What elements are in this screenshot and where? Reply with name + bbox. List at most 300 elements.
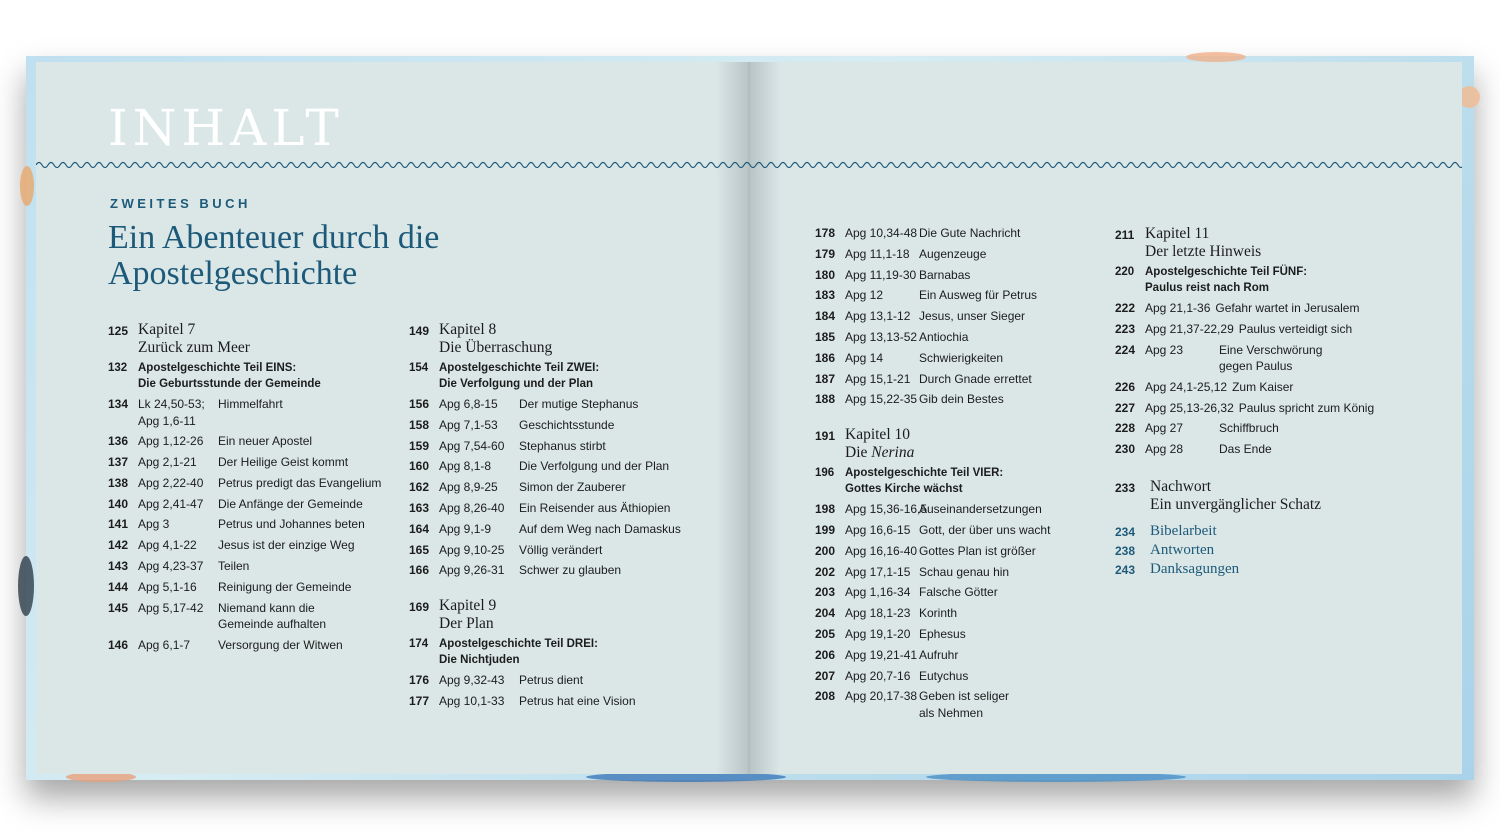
toc-entry[interactable] xyxy=(409,438,699,455)
toc-entry[interactable] xyxy=(108,454,398,471)
entry-title xyxy=(919,543,1105,560)
title-line: Das Ende xyxy=(1219,442,1272,457)
page-number: 163 xyxy=(409,500,430,515)
page-number: 200 xyxy=(815,543,836,558)
part-heading[interactable] xyxy=(409,360,699,392)
bible-reference xyxy=(845,522,929,539)
page-number: 178 xyxy=(815,226,836,240)
entry-title xyxy=(1239,322,1352,336)
title-line: Ein Reisender aus Äthiopien xyxy=(519,500,671,515)
title-line: Augenzeuge xyxy=(919,246,987,261)
reference-line: Apg 8,1-8 xyxy=(439,459,492,474)
bible-reference xyxy=(439,438,517,455)
reference-line: Apg 11,19-30 xyxy=(845,267,917,282)
bible-reference xyxy=(439,500,517,517)
title-line: Korinth xyxy=(919,606,958,621)
toc-entry[interactable] xyxy=(409,396,699,413)
toc-entry[interactable] xyxy=(409,542,699,559)
title-line: Falsche Götter xyxy=(919,585,998,600)
toc-entry[interactable] xyxy=(1115,420,1415,437)
page-number: 145 xyxy=(108,600,129,615)
toc-entry[interactable] xyxy=(815,543,1105,560)
reference-line: Apg 10,1-33 xyxy=(439,693,505,708)
chapter-name-italic: Nerina xyxy=(871,443,915,461)
page-number: 164 xyxy=(409,521,430,536)
toc-entry[interactable] xyxy=(108,579,398,596)
decorative-blob xyxy=(18,556,34,616)
chapter-name-prefix: Die xyxy=(845,443,872,461)
title-line: Die Anfänge der Gemeinde xyxy=(218,496,363,511)
part-label: Apostelgeschichte Teil EINS: xyxy=(138,362,297,374)
reference-line: Apg 16,6-15 xyxy=(845,522,911,537)
entry-title xyxy=(218,496,398,513)
page-number: 191 xyxy=(815,429,836,444)
title-line: Durch Gnade errettet xyxy=(919,371,1032,386)
title-line: Eine Verschwörung xyxy=(1219,342,1323,357)
bible-reference xyxy=(439,479,517,496)
bible-reference xyxy=(845,543,929,560)
decorative-blob xyxy=(20,166,34,206)
bible-reference xyxy=(845,329,929,346)
toc-entry[interactable] xyxy=(108,537,398,554)
title-line: Teilen xyxy=(218,559,250,574)
bible-reference xyxy=(845,584,929,601)
afterword-subtitle: Ein unvergänglicher Schatz xyxy=(1150,495,1322,513)
appendix-label: Bibelarbeit xyxy=(1150,523,1217,540)
toc-entry[interactable] xyxy=(1115,342,1415,375)
title-line: Geschichtsstunde xyxy=(519,417,615,432)
title-line: Schwer zu glauben xyxy=(519,563,622,578)
bible-reference xyxy=(138,396,216,429)
toc-entry[interactable] xyxy=(815,564,1105,581)
reference-line: Apg 13,1-12 xyxy=(845,309,911,324)
page-number: 183 xyxy=(815,288,836,303)
reference-line: Apg 2,1-21 xyxy=(138,455,197,470)
reference-line: Apg 6,8-15 xyxy=(439,397,498,411)
toc-entry[interactable] xyxy=(409,693,699,710)
chapter-label: Kapitel 8 xyxy=(439,321,497,338)
bible-reference xyxy=(1145,401,1234,415)
reference-line: Apg 1,16-34 xyxy=(845,585,911,600)
entry-title xyxy=(519,542,699,559)
title-line: Ein Ausweg für Petrus xyxy=(919,288,1038,303)
part-label: Apostelgeschichte Teil DREI: xyxy=(439,638,598,651)
title-line: Barnabas xyxy=(919,267,971,282)
entry-title xyxy=(218,475,398,492)
title-line: Petrus hat eine Vision xyxy=(519,693,636,708)
toc-entry[interactable] xyxy=(1115,400,1415,417)
toc-entry[interactable] xyxy=(815,605,1105,622)
bible-reference xyxy=(1145,322,1234,336)
bible-reference xyxy=(845,267,929,284)
title-line: Antiochia xyxy=(919,329,969,344)
title-line: Petrus dient xyxy=(519,673,584,688)
page-number: 144 xyxy=(108,579,129,594)
title-line: Ephesus xyxy=(919,626,966,641)
bible-reference xyxy=(439,521,517,538)
page-number: 185 xyxy=(815,329,836,344)
toc-entry[interactable] xyxy=(108,558,398,575)
title-line: Petrus und Johannes beten xyxy=(218,517,365,532)
title-line: Schiffbruch xyxy=(1219,421,1279,436)
entry-title xyxy=(218,433,398,450)
reference-line: Apg 1,6-11 xyxy=(138,413,196,428)
entry-title xyxy=(218,396,398,429)
entry-title xyxy=(519,672,699,689)
title-line: Zum Kaiser xyxy=(1232,379,1294,394)
title-line: Stephanus stirbt xyxy=(519,438,606,453)
title-line: Schwierigkeiten xyxy=(919,350,1004,365)
part-subtitle: Die Nichtjuden xyxy=(439,654,520,667)
page-number: 177 xyxy=(409,693,430,708)
title-line: Himmelfahrt xyxy=(218,397,283,411)
title-line: Völlig verändert xyxy=(519,542,603,557)
page-number: 220 xyxy=(1115,266,1135,278)
title-line: als Nehmen xyxy=(919,705,984,720)
part-subtitle: Die Verfolgung und der Plan xyxy=(439,378,593,390)
toc-entry[interactable] xyxy=(815,584,1105,601)
bible-reference xyxy=(138,579,216,596)
toc-entry[interactable] xyxy=(815,308,1105,325)
toc-entry[interactable] xyxy=(409,417,699,434)
reference-line: Apg 17,1-15 xyxy=(845,564,911,579)
part-heading[interactable] xyxy=(108,360,398,392)
entry-title xyxy=(919,668,1105,685)
entry-title xyxy=(519,693,699,710)
toc-entry[interactable] xyxy=(409,521,699,538)
title-line: Versorgung der Witwen xyxy=(218,637,343,652)
bible-reference xyxy=(1145,301,1210,315)
toc-entry[interactable] xyxy=(108,433,398,450)
part-heading[interactable] xyxy=(409,636,699,668)
reference-line: Apg 6,1-7 xyxy=(138,637,191,652)
entry-title xyxy=(919,626,1105,643)
toc-entry[interactable] xyxy=(815,626,1105,643)
page-title: INHALT xyxy=(108,99,344,157)
toc-entry[interactable] xyxy=(409,479,699,496)
bible-reference xyxy=(845,225,929,242)
toc-entry[interactable] xyxy=(815,391,1105,408)
page-number: 166 xyxy=(409,563,430,578)
page-number: 134 xyxy=(108,397,129,411)
bible-reference xyxy=(845,246,929,263)
title-line: Simon der Zauberer xyxy=(519,480,626,495)
reference-line: Apg 18,1-23 xyxy=(845,606,911,621)
page-number: 136 xyxy=(108,434,129,449)
bible-reference xyxy=(1145,441,1183,458)
entry-title xyxy=(218,637,398,654)
page-number: 158 xyxy=(409,417,430,432)
bible-reference xyxy=(138,475,216,492)
entry-title xyxy=(519,500,699,517)
chapter-heading[interactable] xyxy=(815,426,1105,461)
reference-line: Apg 24,1-25,12 xyxy=(1145,379,1228,394)
bible-reference xyxy=(138,637,216,654)
toc-entry[interactable] xyxy=(815,287,1105,304)
appendix-link[interactable] xyxy=(1115,523,1415,539)
reference-line: Apg 28 xyxy=(1145,442,1184,457)
chapter-name xyxy=(845,444,1105,462)
book-kicker: ZWEITES BUCH xyxy=(110,196,251,211)
title-line: Jesus, unser Sieger xyxy=(919,309,1026,324)
toc-entry[interactable] xyxy=(409,562,699,579)
page-number: 234 xyxy=(1115,525,1136,540)
title-line: Jesus ist der einzige Weg xyxy=(218,538,355,553)
reference-line: Apg 15,22-35 xyxy=(845,392,918,407)
reference-line: Apg 20,7-16 xyxy=(845,668,911,683)
entry-title xyxy=(218,537,398,554)
title-line: Petrus predigt das Evangelium xyxy=(218,475,382,490)
appendix-link[interactable] xyxy=(1115,542,1415,558)
reference-line: Apg 9,26-31 xyxy=(439,563,505,578)
entry-title xyxy=(919,501,1105,518)
toc-entry[interactable] xyxy=(815,329,1105,346)
page-number: 224 xyxy=(1115,342,1136,357)
afterword-heading[interactable] xyxy=(1115,478,1415,513)
toc-column-3 xyxy=(815,225,1105,726)
appendix-label: Danksagungen xyxy=(1150,561,1240,578)
toc-entry[interactable] xyxy=(108,496,398,513)
page-number: 187 xyxy=(815,371,836,386)
book-title xyxy=(108,220,568,292)
page-number: 160 xyxy=(409,459,430,474)
toc-column-4 xyxy=(1115,225,1415,580)
page-number: 223 xyxy=(1115,321,1136,336)
toc-entry[interactable] xyxy=(815,350,1105,367)
part-label: Apostelgeschichte Teil VIER: xyxy=(845,467,1004,480)
reference-line: Apg 10,34-48 xyxy=(845,226,918,240)
page-number: 138 xyxy=(108,475,129,490)
bible-reference xyxy=(439,396,517,413)
bible-reference xyxy=(138,516,216,533)
toc-entry[interactable] xyxy=(409,500,699,517)
reference-line: Apg 13,13-52 xyxy=(845,329,918,344)
bible-reference xyxy=(439,562,517,579)
reference-line: Apg 4,23-37 xyxy=(138,559,204,574)
title-line: Niemand kann die xyxy=(218,600,315,615)
toc-entry[interactable] xyxy=(409,672,699,689)
toc-entry[interactable] xyxy=(108,637,398,654)
reference-line: Apg 19,21-41 xyxy=(845,647,918,662)
reference-line: Apg 19,1-20 xyxy=(845,626,911,641)
part-heading[interactable] xyxy=(1115,264,1415,296)
toc-entry[interactable] xyxy=(815,647,1105,664)
chapter-name: Der letzte Hinweis xyxy=(1145,242,1262,260)
title-line: Die Gute Nachricht xyxy=(919,226,1021,240)
bible-reference xyxy=(845,647,929,664)
reference-line: Apg 8,9-25 xyxy=(439,480,498,495)
title-line: Aufruhr xyxy=(919,647,959,662)
appendix-label: Antworten xyxy=(1150,542,1215,559)
page-number: 149 xyxy=(409,324,430,338)
bible-reference xyxy=(845,350,929,367)
reference-line: Apg 21,1-36 xyxy=(1145,301,1211,315)
reference-line: Apg 2,41-47 xyxy=(138,496,204,511)
toc-entry[interactable] xyxy=(815,501,1105,518)
reference-line: Apg 2,22-40 xyxy=(138,475,204,490)
entry-title xyxy=(218,600,398,633)
part-heading[interactable] xyxy=(815,465,1105,497)
title-line: Gemeinde aufhalten xyxy=(218,617,327,632)
bible-reference xyxy=(845,605,929,622)
page-number: 169 xyxy=(409,600,430,615)
page-number: 143 xyxy=(108,559,129,574)
decorative-blob xyxy=(1186,52,1246,62)
chapter-name: Zurück zum Meer xyxy=(138,338,250,356)
page-number: 204 xyxy=(815,606,836,621)
title-line: Die Verfolgung und der Plan xyxy=(519,459,670,474)
entry-title xyxy=(919,688,1105,721)
page-number: 222 xyxy=(1115,301,1136,315)
title-line: Gottes Plan ist größer xyxy=(919,543,1036,558)
bible-reference xyxy=(439,672,517,689)
toc-entry[interactable] xyxy=(108,516,398,533)
page-number: 186 xyxy=(815,350,836,365)
toc-entry[interactable] xyxy=(409,458,699,475)
entry-title xyxy=(919,522,1105,539)
part-subtitle: Paulus reist nach Rom xyxy=(1145,282,1269,294)
reference-line: Apg 15,36-16,5 xyxy=(845,502,928,517)
page-number: 203 xyxy=(815,585,836,600)
entry-title xyxy=(1215,301,1359,315)
chapter-label: Kapitel 11 xyxy=(1145,225,1210,242)
page-number: 159 xyxy=(409,438,430,453)
toc-entry[interactable] xyxy=(815,668,1105,685)
toc-entry[interactable] xyxy=(1115,379,1415,396)
toc-entry[interactable] xyxy=(1115,300,1415,317)
appendix-link[interactable] xyxy=(1115,561,1415,577)
title-line: Auseinandersetzungen xyxy=(919,502,1042,517)
bible-reference xyxy=(845,626,929,643)
reference-line: Apg 15,1-21 xyxy=(845,371,911,386)
reference-line: Apg 14 xyxy=(845,350,884,365)
toc-entry[interactable] xyxy=(815,371,1105,388)
reference-line: Apg 12 xyxy=(845,288,884,303)
page-number: 243 xyxy=(1115,563,1136,578)
title-line: Reinigung der Gemeinde xyxy=(218,579,352,594)
reference-line: Apg 7,1-53 xyxy=(439,417,498,432)
bible-reference xyxy=(845,501,929,518)
toc-entry[interactable] xyxy=(815,688,1105,721)
entry-title xyxy=(919,647,1105,664)
chapter-label: Kapitel 9 xyxy=(439,597,497,615)
reference-line: Apg 27 xyxy=(1145,421,1184,436)
chapter-name: Die Überraschung xyxy=(439,338,553,356)
book-title-line1: Ein Abenteuer durch die xyxy=(108,219,440,256)
bible-reference xyxy=(439,693,517,710)
part-subtitle: Gottes Kirche wächst xyxy=(845,483,963,496)
toc-entry[interactable] xyxy=(108,396,398,429)
title-line: Schau genau hin xyxy=(919,564,1010,579)
toc-entry[interactable] xyxy=(108,600,398,633)
page-number: 154 xyxy=(409,362,429,374)
toc-entry[interactable] xyxy=(1115,441,1415,458)
page-number: 162 xyxy=(409,480,430,495)
page-number: 206 xyxy=(815,647,836,662)
page-number: 202 xyxy=(815,564,836,579)
entry-title xyxy=(919,584,1105,601)
title-line: Auf dem Weg nach Damaskus xyxy=(519,521,681,536)
reference-line: Apg 9,10-25 xyxy=(439,542,505,557)
page-number: 179 xyxy=(815,246,836,261)
page-number: 211 xyxy=(1115,228,1135,242)
page-number: 228 xyxy=(1115,421,1136,436)
entry-title xyxy=(919,225,1105,242)
bible-reference xyxy=(1145,420,1183,437)
entry-title xyxy=(218,516,398,533)
toc-entry[interactable] xyxy=(1115,321,1415,338)
bible-reference xyxy=(439,417,517,434)
toc-entry[interactable] xyxy=(815,225,1105,242)
reference-line: Apg 1,12-26 xyxy=(138,434,204,449)
toc-entry[interactable] xyxy=(108,475,398,492)
chapter-heading[interactable] xyxy=(409,321,699,356)
title-line: gegen Paulus xyxy=(1219,359,1293,374)
bible-reference xyxy=(1145,342,1183,359)
page-number: 226 xyxy=(1115,379,1136,394)
entry-title xyxy=(218,558,398,575)
bible-reference xyxy=(845,287,929,304)
page-number: 238 xyxy=(1115,544,1136,559)
bible-reference xyxy=(845,564,929,581)
entry-title xyxy=(1219,420,1415,437)
part-label: Apostelgeschichte Teil FÜNF: xyxy=(1145,266,1308,278)
page-number: 230 xyxy=(1115,442,1136,457)
page-number: 142 xyxy=(108,538,129,553)
title-line: Gib dein Bestes xyxy=(919,392,1004,407)
chapter-heading[interactable] xyxy=(409,597,699,632)
reference-line: Apg 7,54-60 xyxy=(439,438,505,453)
wave-divider xyxy=(36,158,1462,172)
page-number: 227 xyxy=(1115,400,1136,415)
title-line: Der Heilige Geist kommt xyxy=(218,455,349,470)
chapter-heading[interactable] xyxy=(108,321,398,356)
page-number: 125 xyxy=(108,324,129,338)
page-number: 188 xyxy=(815,392,836,407)
bible-reference xyxy=(439,458,517,475)
chapter-name: Der Plan xyxy=(439,614,494,632)
title-line: Der mutige Stephanus xyxy=(519,397,639,411)
entry-title xyxy=(519,417,699,434)
entry-title xyxy=(1239,401,1374,415)
part-subtitle: Die Geburtsstunde der Gemeinde xyxy=(138,378,321,390)
chapter-heading[interactable] xyxy=(1115,225,1415,260)
entry-title xyxy=(519,458,699,475)
entry-title xyxy=(519,396,699,413)
reference-line: Apg 21,37-22,29 xyxy=(1145,321,1234,336)
page-number: 205 xyxy=(815,626,836,641)
toc-entry[interactable] xyxy=(815,267,1105,284)
entry-title xyxy=(919,605,1105,622)
page-number: 132 xyxy=(108,362,128,374)
title-line: Paulus spricht zum König xyxy=(1238,400,1375,415)
page-number: 208 xyxy=(815,689,836,704)
toc-entry[interactable] xyxy=(815,246,1105,263)
page-number: 137 xyxy=(108,455,129,470)
page-number: 174 xyxy=(409,638,429,651)
bible-reference xyxy=(138,433,216,450)
reference-line: Apg 25,13-26,32 xyxy=(1145,400,1234,415)
entry-title xyxy=(919,564,1105,581)
page-number: 233 xyxy=(1115,481,1136,496)
reference-line: Apg 11,1-18 xyxy=(845,246,910,261)
toc-entry[interactable] xyxy=(815,522,1105,539)
page-number: 146 xyxy=(108,637,129,652)
page-number: 156 xyxy=(409,397,430,411)
entry-title xyxy=(919,308,1105,325)
entry-title xyxy=(519,438,699,455)
page-number: 196 xyxy=(815,467,835,480)
